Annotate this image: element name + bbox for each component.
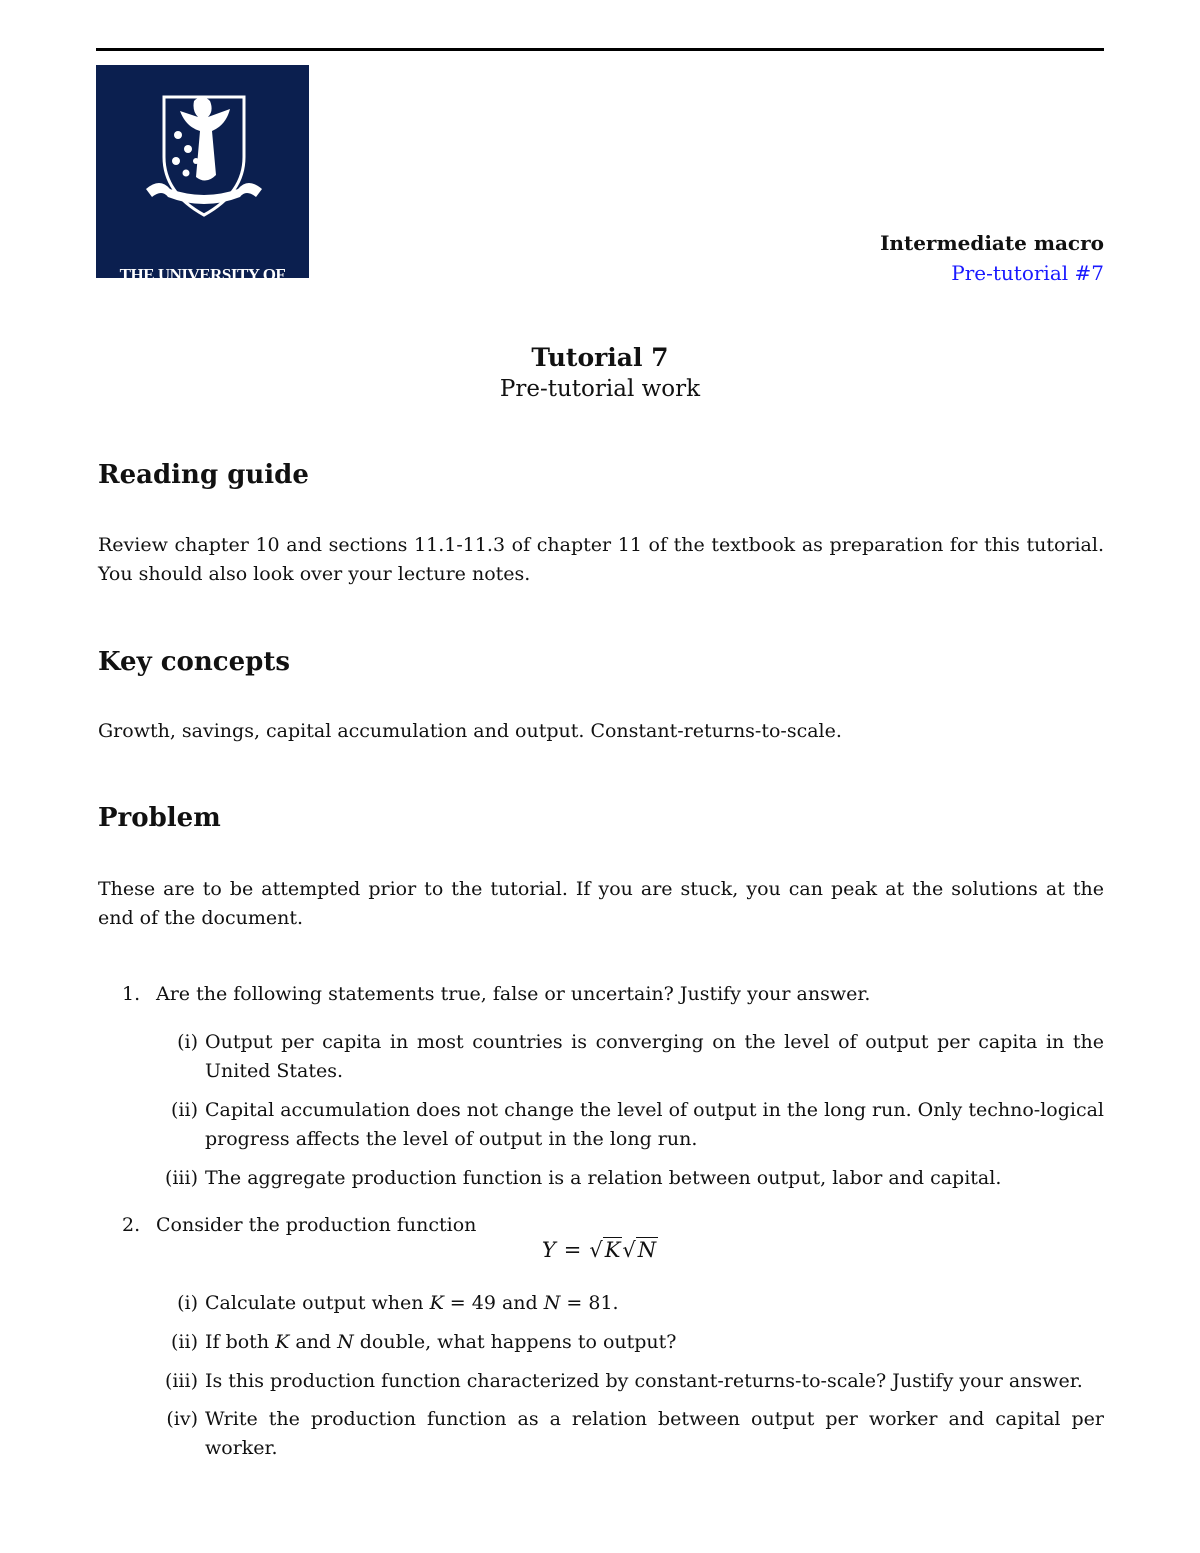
question-2-item-number: (ii) <box>171 1331 198 1353</box>
logo-text-line-1: THE UNIVERSITY OF <box>119 265 286 284</box>
formula-radicand-k: K <box>604 1238 621 1262</box>
key-concepts-body: Growth, savings, capital accumulation and output. Constant-returns-to-scale. <box>98 720 842 742</box>
problem-intro: These are to be attempted prior to the tutorial. If you are stuck, you can peak at the solutions at the end of the document. <box>98 878 1104 929</box>
pre-tutorial-link[interactable]: Pre-tutorial #7 <box>951 261 1104 285</box>
question-2-item-number: (iii) <box>164 1370 198 1392</box>
logo-text-line-2: MELBOURNE <box>135 295 270 319</box>
question-2-item-text: Write the production function as a relation between output per worker and capital per worker. <box>205 1408 1104 1459</box>
question-1-item-text: Capital accumulation does not change the level of output in the long run. Only techno-logical progress affects the level of output in the long run. <box>205 1099 1104 1150</box>
formula-lhs: Y <box>541 1238 556 1262</box>
course-header <box>880 228 1104 288</box>
production-function-formula <box>96 1238 1104 1262</box>
question-1-item-number: (i) <box>177 1031 198 1053</box>
question-1-text: Are the following statements true, false or uncertain? Justify your answer. <box>156 983 871 1005</box>
problem-heading: Problem <box>98 803 221 833</box>
question-2-item-number: (iv) <box>166 1408 198 1430</box>
document-title: Tutorial 7 <box>531 343 669 372</box>
document-subtitle: Pre-tutorial work <box>499 376 701 402</box>
course-name: Intermediate macro <box>880 231 1104 255</box>
question-1-item-text: Output per capita in most countries is converging on the level of output per capita in the United States. <box>205 1031 1104 1082</box>
question-2-item-number: (i) <box>177 1292 198 1314</box>
key-concepts-heading: Key concepts <box>98 647 291 677</box>
title-block <box>96 342 1104 404</box>
question-2-item-text: If both K and N double, what happens to output? <box>205 1331 677 1353</box>
question-2-number: 2. <box>122 1214 141 1236</box>
question-1-item-text: The aggregate production function is a relation between output, labor and capital. <box>205 1167 1002 1189</box>
top-rule <box>96 48 1104 51</box>
question-1-item-number: (ii) <box>171 1099 198 1121</box>
question-1-item-number: (iii) <box>164 1167 198 1189</box>
formula-radicand-n: N <box>637 1238 657 1262</box>
reading-guide-heading: Reading guide <box>98 460 309 490</box>
university-logo <box>96 65 309 319</box>
formula-equals: = <box>563 1238 582 1262</box>
sqrt-symbol: √ <box>589 1238 603 1262</box>
question-2-item-text: Is this production function characterized by constant-returns-to-scale? Justify your answer. <box>205 1370 1083 1392</box>
question-2-item-text: Calculate output when K = 49 and N = 81. <box>205 1292 619 1314</box>
reading-guide-body: Review chapter 10 and sections 11.1-11.3 of chapter 11 of the textbook as preparation for this tutorial. You should also look over your lecture notes. <box>98 534 1104 585</box>
question-2-text: Consider the production function <box>156 1214 477 1236</box>
sqrt-symbol: √ <box>622 1238 636 1262</box>
question-1-number: 1. <box>122 983 141 1005</box>
university-crest-icon <box>96 65 309 278</box>
